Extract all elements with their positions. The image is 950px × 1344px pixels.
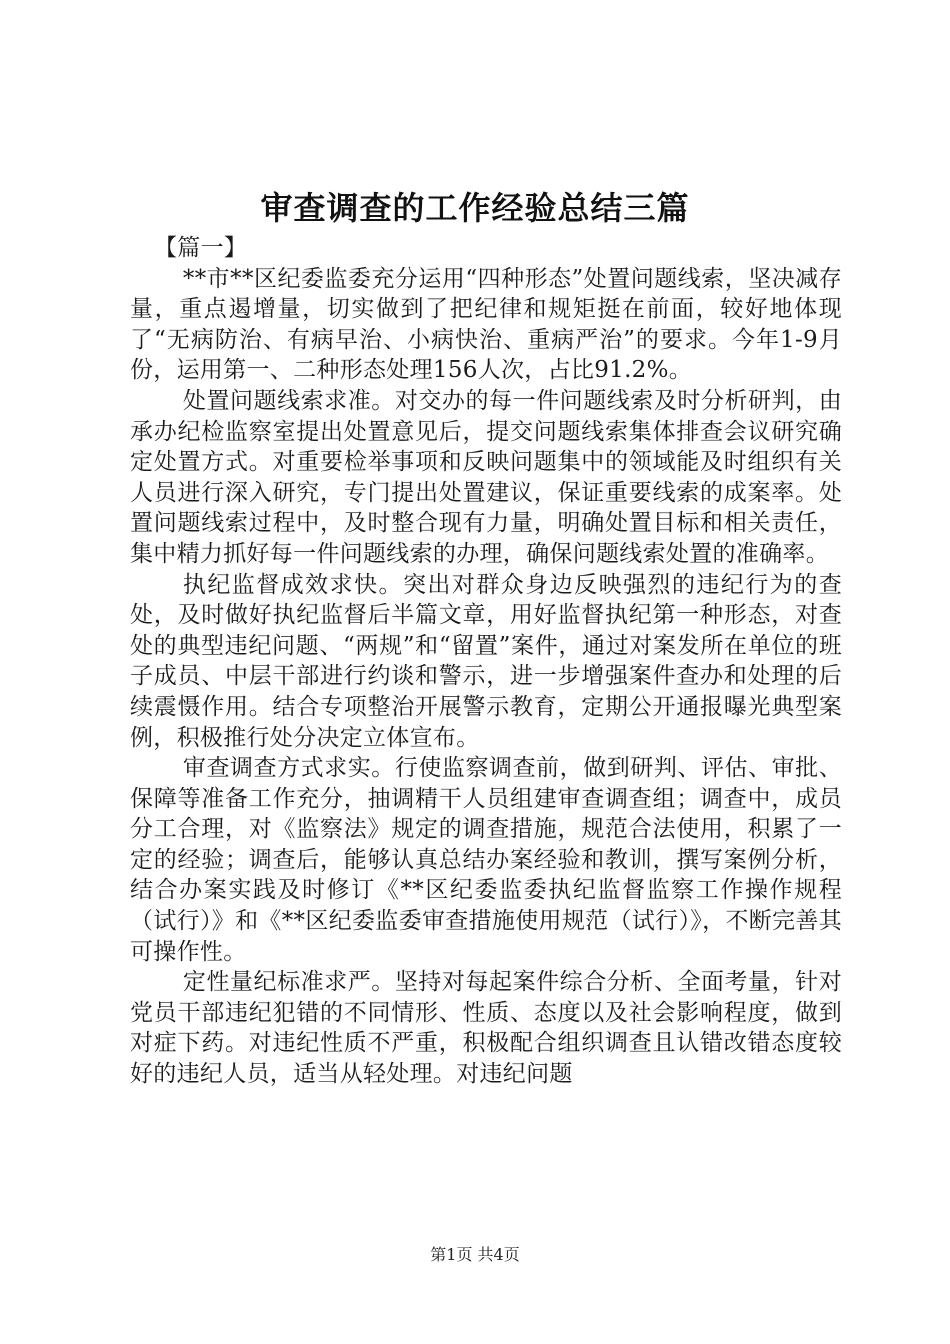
paragraph-clue-handling: 处置问题线索求准。对交办的每一件问题线索及时分析研判，由承办纪检监察室提出处置意见后，提交问题线索集体排查会议研究确定处置方式。对重要检举事项和反映问题集中的领域能及时组织有关人员进行深入研究，专门提出处置建议，保证重要线索的成案率。处置问题线索过程中，及时整合现有力量，明确处置目标和相关责任，集中精力抓好每一件问题线索的办理，确保问题线索处置的准确率。 [130, 387, 842, 567]
paragraph-investigation: 审查调查方式求实。行使监察调查前，做到研判、评估、审批、保障等准备工作充分，抽调精干人员组建审查调查组；调查中，成员分工合理，对《监察法》规定的调查措施，规范合法使用，积累了一定的经验；调查后，能够认真总结办案经验和教训，撰写案例分析，结合办案实践及时修订《**区纪委监委执纪监督监察工作操作规程（试行）》和《**区纪委监委审查措施使用规范（试行）》，不断完善其可操作性。 [130, 755, 842, 965]
paragraph-standards: 定性量纪标准求严。坚持对每起案件综合分析、全面考量，针对党员干部违纪犯错的不同情形、性质、态度以及社会影响程度，做到对症下药。对违纪性质不严重，积极配合组织调查且认错改错态度较好的违纪人员，适当从轻处理。对违纪问题 [130, 969, 842, 1088]
paragraph-supervision: 执纪监督成效求快。突出对群众身边反映强烈的违纪行为的查处，及时做好执纪监督后半篇文章，用好监督执纪第一种形态，对查处的典型违纪问题、“两规”和“留置”案件，通过对案发所在单位的班子成员、中层干部进行约谈和警示，进一步增强案件查办和处理的后续震慑作用。结合专项整治开展警示教育，定期公开通报曝光典型案例，积极推行处分决定立体宣布。 [130, 571, 842, 751]
document-body [130, 233, 842, 1090]
section-label: 【篇一】 [154, 235, 248, 261]
page-footer: 第1页 共4页 [430, 1245, 520, 1264]
document-title: 审查调查的工作经验总结三篇 [260, 189, 690, 227]
paragraph-intro: **市**区纪委监委充分运用“四种形态”处置问题线索，坚决减存量，重点遏增量，切实做到了把纪律和规矩挺在前面，较好地体现了“无病防治、有病早治、小病快治、重病严治”的要求。今年1-9月份，运用第一、二种形态处理156人次，占比91.2%。 [130, 265, 842, 384]
